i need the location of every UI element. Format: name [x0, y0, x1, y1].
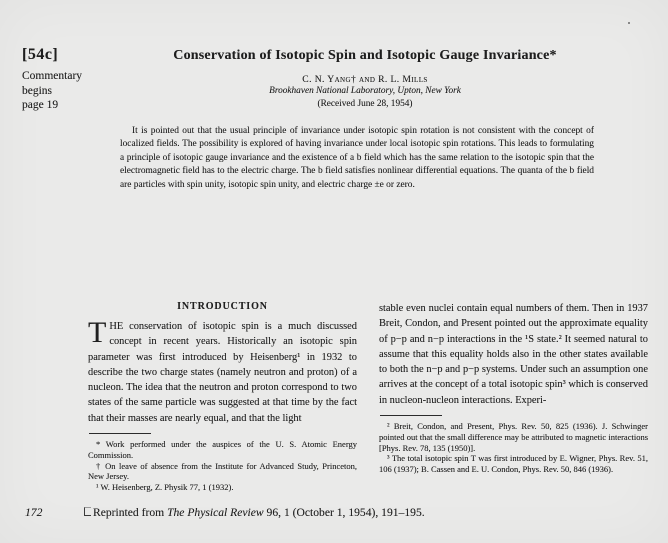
dropcap-letter: T: [88, 316, 107, 349]
author-line: C. N. Yang† and R. L. Mills: [302, 74, 428, 85]
left-column: [88, 301, 357, 493]
footnote-breit-condon-present-ref: ² Breit, Condon, and Present, Phys. Rev. 50, 825 (1936). J. Schwinger pointed out that the small difference may be attributed to magnetic interactions [Phys. Rev. 78, 135 (1950)].: [379, 421, 648, 453]
received-date: (Received June 28, 1954): [317, 99, 413, 109]
paper-title: Conservation of Isotopic Spin and Isotopic Gauge Invariance*: [173, 48, 557, 63]
intro-paragraph-left-text: HE conservation of isotopic spin is a much discussed concept in recent years. Historically an isotopic spin parameter was first introduced by Heisenberg¹ in 1932 to describe the two charge states (namely neutron and proton) of a nucleon. The idea that the neutron and proton correspond to two states of the same particle was suggested at that time by the fact that their masses are nearly equal, and that the light: [88, 321, 357, 424]
two-column-body: [88, 301, 648, 493]
affiliation-line: Brookhaven National Laboratory, Upton, New York: [269, 86, 461, 96]
abstract: It is pointed out that the usual principle of invariance under isotopic spin rotation is not consistent with the concept of localized fields. The possibility is explored of having invariance under local isotopic spin rotations. This leads to formulating a principle of isotopic gauge invariance and the existence of a b field which has the same relation to the isotopic spin that the electromagnetic field has to the electric charge. The b field satisfies nonlinear differential equations. The quanta of the b field are particles with spin unity, isotopic spin unity, and electric charge ±e or zero.: [120, 126, 594, 190]
reprint-suffix: 96, 1 (October 1, 1954), 191–195.: [263, 506, 425, 519]
footnote-work-auspices: * Work performed under the auspices of the U. S. Atomic Energy Commission.: [88, 439, 357, 460]
footnote-heisenberg-ref: ¹ W. Heisenberg, Z. Physik 77, 1 (1932).: [96, 482, 234, 493]
right-column: [379, 301, 648, 493]
footnote-rule-left: [89, 433, 151, 434]
commentary-note-line: Commentary: [22, 70, 83, 82]
commentary-note-line: begins: [22, 84, 53, 97]
section-heading-introduction: INTRODUCTION: [177, 301, 268, 312]
journal-name: The Physical Review: [167, 506, 264, 519]
intro-paragraph-left: [88, 316, 357, 426]
footnote-rule-right: [380, 415, 442, 416]
commentary-note: [22, 69, 112, 113]
reprint-box-icon: [84, 507, 91, 516]
intro-paragraph-right: stable even nuclei contain equal numbers of them. Then in 1937 Breit, Condon, and Present pointed out the approximate equality of p−p and n−p interactions in the ¹S state.² It seemed natural to assume that this equality holds also in the other states available to both the n−p and p−p systems. Under such an assumption one arrives at the concept of a total isotopic spin³ which is conserved in nucleon-nucleon interactions. Experi-: [379, 303, 648, 406]
footnote-leave-of-absence: † On leave of absence from the Institute for Advanced Study, Princeton, New Jersey.: [88, 460, 357, 482]
reprint-credit-line: [84, 506, 425, 519]
footnote-wigner-cassen-condon-ref: ³ The total isotopic spin T was first introduced by E. Wigner, Phys. Rev. 51, 106 (1937); B. Cassen and E. U. Condon, Phys. Rev. 50, 846 (1936).: [379, 453, 648, 475]
page-footer: [0, 506, 668, 530]
scan-speck: [628, 22, 630, 24]
book-page-number: 172: [25, 506, 43, 519]
margin-note: [22, 46, 112, 113]
commentary-note-line: page 19: [22, 99, 59, 111]
reprint-prefix: Reprinted from: [93, 506, 168, 519]
paper-header: [118, 48, 612, 109]
paper-number-label: [54c]: [22, 46, 59, 63]
